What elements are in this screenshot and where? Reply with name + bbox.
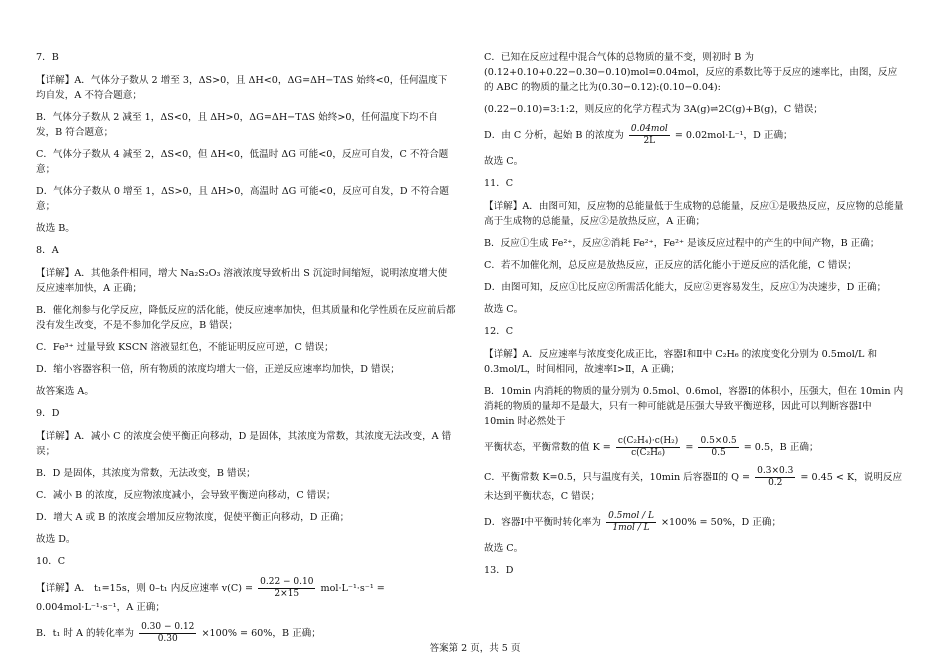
q9-option-a: 【详解】A．减小 C 的浓度会使平衡正向移动，D 是固体，其浓度为常数，其浓度无法改变，A 错误； bbox=[36, 431, 452, 457]
q12-b-fraction-k bbox=[616, 436, 680, 459]
q11-option-b: B．反应①生成 Fe²⁺，反应②消耗 Fe²⁺，Fe²⁺ 是该反应过程中的产生的中间产物，B 正确； bbox=[484, 238, 880, 249]
q12-d-numerator: 0.5mol / L bbox=[608, 511, 654, 521]
q12-option-b-equation bbox=[484, 436, 904, 459]
q10-d-fraction bbox=[629, 124, 670, 147]
q10-option-a bbox=[36, 577, 456, 615]
q12-b-fraction-values bbox=[698, 436, 738, 459]
q10-a-prefix: 【详解】A． t₁=15s，则 0–t₁ 内反应速率 v(C) = bbox=[36, 583, 254, 594]
q9-option-d: D．增大 A 或 B 的浓度会增加反应物浓度，促使平衡正向移动，D 正确； bbox=[36, 512, 350, 523]
q8-option-a: 【详解】A．其他条件相同，增大 Na₂S₂O₃ 溶液浓度导致析出 S 沉淀时间缩短，说明浓度增大使反应速率加快，A 正确； bbox=[36, 268, 448, 294]
q12-c-fraction bbox=[755, 466, 795, 489]
q10-option-d bbox=[484, 124, 904, 147]
q12-d-prefix: D．容器Ⅰ中平衡时转化率为 bbox=[484, 517, 602, 528]
q10-b-suffix: ×100% = 60%，B 正确； bbox=[201, 628, 321, 639]
q10-a-numerator: 0.22 − 0.10 bbox=[260, 577, 314, 587]
q10-b-numerator: 0.30 − 0.12 bbox=[141, 622, 195, 632]
q12-b-values-denominator: 0.5 bbox=[711, 448, 726, 458]
q8-option-c: C．Fe³⁺ 过量导致 KSCN 溶液显红色，不能证明反应可逆，C 错误； bbox=[36, 342, 334, 353]
q12-option-a: 【详解】A．反应速率与浓度变化成正比，容器Ⅰ和Ⅱ中 C₂H₆ 的浓度变化分别为 0.5mol/L 和 0.3mol/L，时间相同，故速率Ⅰ>Ⅱ，A 正确； bbox=[484, 349, 878, 375]
q8-option-b: B．催化剂参与化学反应，降低反应的活化能，使反应速率加快，但其质量和化学性质在反应前后都没有发生改变，不是不参加化学反应，B 错误； bbox=[36, 305, 456, 331]
page-footer: 答案第 2 页，共 5 页 bbox=[429, 643, 521, 654]
q7-option-c: C．气体分子数从 4 减至 2，ΔS<0，但 ΔH<0，低温时 ΔG 可能<0，反应可自发，C 不符合题意； bbox=[36, 149, 449, 175]
q9-option-b: B．D 是固体，其浓度为常数，无法改变，B 错误； bbox=[36, 468, 256, 479]
q10-d-numerator: 0.04mol bbox=[630, 124, 668, 134]
q10-option-c-line1: C．已知在反应过程中混合气体的总物质的量不变，则初时 B 为 (0.12+0.10+0.22−0.30−0.10)mol=0.04mol，反应的系数比等于反应的速率比，由图，反应的 ABC 的物质的量之比为(0.30−0.12):(0.10−0.04): bbox=[484, 52, 898, 93]
q12-b-text: B．10min 内消耗的物质的量分别为 0.5mol、0.6mol，容器Ⅰ的体积小，压强大，但在 10min 内消耗的物质的量却不是最大，只有一种可能就是压强大导致平衡逆移，因此可以判断容器Ⅰ中 10min 时必然处于 bbox=[484, 386, 904, 427]
q12-b-equals: = bbox=[685, 442, 694, 453]
q12-option-c bbox=[484, 466, 904, 504]
q10-conclusion: 故选 C。 bbox=[484, 156, 524, 167]
q7-option-b: B．气体分子数从 2 减至 1，ΔS<0，且 ΔH>0，ΔG=ΔH−TΔS 始终>0，任何温度下均不自发，B 符合题意； bbox=[36, 112, 438, 138]
q11-conclusion: 故选 C。 bbox=[484, 304, 524, 315]
q7-option-d: D．气体分子数从 0 增至 1，ΔS>0，且 ΔH>0，高温时 ΔG 可能<0，反应可自发，D 不符合题意； bbox=[36, 186, 449, 212]
q7-option-a: 【详解】A．气体分子数从 2 增至 3，ΔS>0，且 ΔH<0，ΔG=ΔH−TΔS 始终<0，任何温度下均自发，A 不符合题意； bbox=[36, 75, 448, 101]
left-column bbox=[36, 50, 456, 652]
q12-option-d bbox=[484, 511, 904, 534]
q12-b-values-numerator: 0.5×0.5 bbox=[700, 436, 737, 446]
q12-b-suffix: = 0.5，B 正确； bbox=[743, 442, 819, 453]
q12-c-suffix: = 0.45 < K，说明反应未达到平衡状态，C 错误； bbox=[484, 472, 903, 502]
q12-b-k-denominator: c(C₂H₆) bbox=[631, 448, 666, 458]
q8-number: 8．A bbox=[36, 245, 59, 256]
q12-d-denominator: 1mol / L bbox=[612, 523, 650, 533]
q7-conclusion: 故选 B。 bbox=[36, 223, 75, 234]
q12-b-prefix: 平衡状态，平衡常数的值 K = bbox=[484, 442, 611, 453]
q8-option-d: D．缩小容器容积一倍，所有物质的浓度均增大一倍，正逆反应速率均加快，D 错误； bbox=[36, 364, 400, 375]
q12-c-prefix: C．平衡常数 K=0.5，只与温度有关，10min 后容器Ⅱ的 Q = bbox=[484, 472, 751, 483]
q13-number: 13．D bbox=[484, 565, 514, 576]
q12-c-denominator: 0.2 bbox=[768, 478, 783, 488]
q9-option-c: C．减小 B 的浓度，反应物浓度减小，会导致平衡逆向移动，C 错误； bbox=[36, 490, 336, 501]
q10-d-suffix: = 0.02mol·L⁻¹，D 正确； bbox=[674, 130, 793, 141]
q8-conclusion: 故答案选 A。 bbox=[36, 386, 94, 397]
q9-conclusion: 故选 D。 bbox=[36, 534, 76, 545]
q10-b-prefix: B．t₁ 时 A 的转化率为 bbox=[36, 628, 134, 639]
q10-option-c-line2: (0.22−0.10)=3:1:2，则反应的化学方程式为 3A(g)⇌2C(g)+B(g)，C 错误； bbox=[484, 104, 823, 115]
q11-number: 11．C bbox=[484, 178, 514, 189]
q7-number: 7．B bbox=[36, 52, 59, 63]
q11-option-d: D．由图可知，反应①比反应②所需活化能大，反应②更容易发生，反应①为决速步，D 正确； bbox=[484, 282, 887, 293]
q12-number: 12．C bbox=[484, 326, 514, 337]
q12-d-fraction bbox=[606, 511, 656, 534]
q12-conclusion: 故选 C。 bbox=[484, 543, 524, 554]
q11-option-c: C．若不加催化剂，总反应是放热反应，正反应的活化能小于逆反应的活化能，C 错误； bbox=[484, 260, 857, 271]
q12-d-suffix: ×100% = 50%，D 正确； bbox=[661, 517, 782, 528]
q12-option-b bbox=[484, 384, 904, 429]
right-column bbox=[484, 50, 904, 586]
q10-d-denominator: 2L bbox=[643, 136, 656, 146]
q10-a-fraction bbox=[258, 577, 315, 600]
q10-d-prefix: D．由 C 分析，起始 B 的浓度为 bbox=[484, 130, 624, 141]
q11-option-a: 【详解】A．由图可知，反应物的总能量低于生成物的总能量，反应①是吸热反应，反应物的总能量高于生成物的总能量，反应②是放热反应，A 正确； bbox=[484, 201, 904, 227]
q10-b-denominator: 0.30 bbox=[157, 634, 178, 644]
q9-number: 9．D bbox=[36, 408, 60, 419]
q10-number: 10．C bbox=[36, 556, 66, 567]
q12-b-k-numerator: c(C₂H₄)·c(H₂) bbox=[617, 436, 679, 446]
q12-c-numerator: 0.3×0.3 bbox=[757, 466, 794, 476]
q10-a-suffix: mol·L⁻¹·s⁻¹ = 0.004mol·L⁻¹·s⁻¹，A 正确； bbox=[36, 583, 385, 613]
q10-a-denominator: 2×15 bbox=[274, 589, 300, 599]
